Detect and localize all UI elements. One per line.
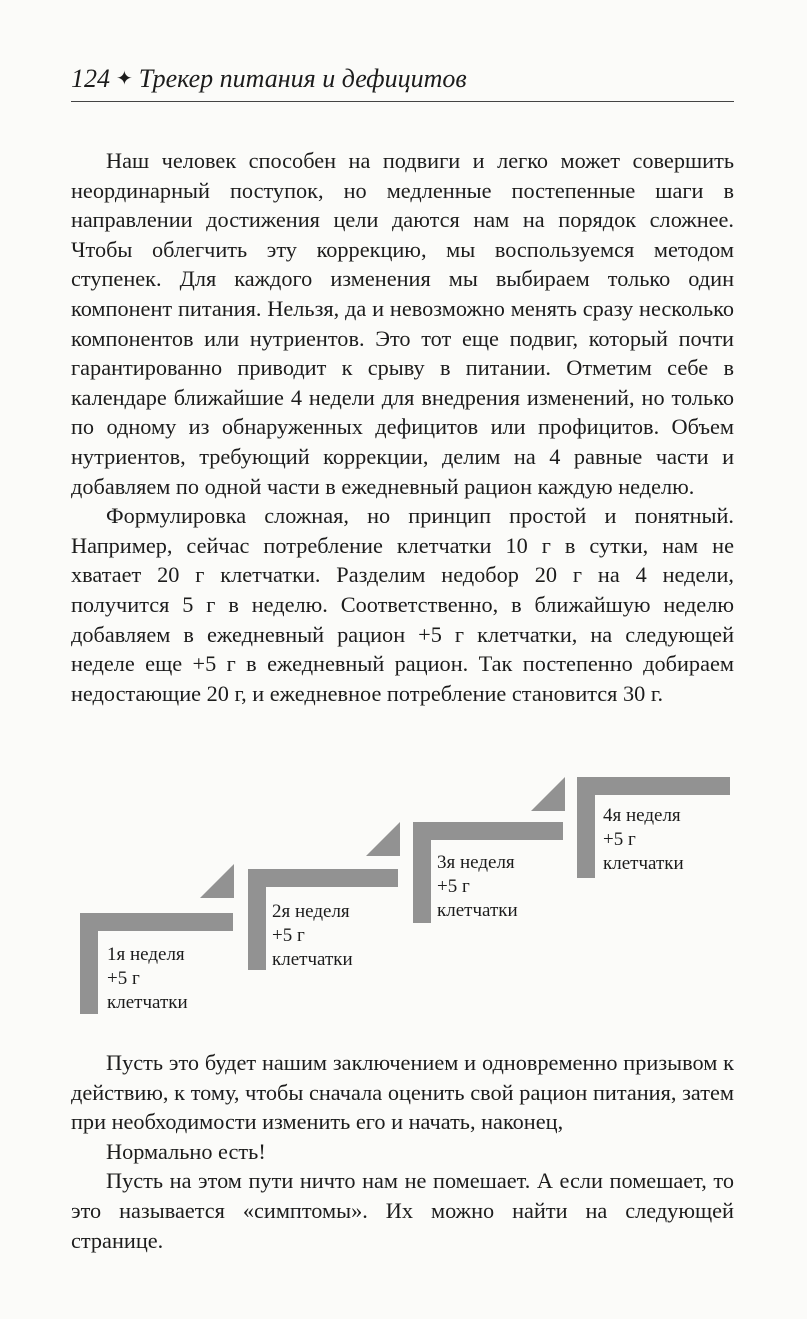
step-1-left-bar — [80, 913, 98, 1014]
step-4-top-bar — [577, 777, 730, 795]
step-3-top-bar — [413, 822, 563, 840]
step-2-corner-triangle — [366, 822, 400, 856]
step-amount: +5 г — [272, 925, 305, 946]
step-item: клетчатки — [603, 853, 684, 874]
step-amount: +5 г — [603, 829, 636, 850]
step-week: 3я неделя — [437, 852, 515, 873]
page-number: 124 — [71, 64, 110, 93]
step-2-top-bar — [248, 869, 398, 887]
paragraph: Пусть это будет нашим заключением и одновременно призывом к действию, к тому, чтобы сначала оценить свой рацион питания, затем при необходимости изменить его и начать, наконец, — [71, 1050, 734, 1135]
step-4-left-bar — [577, 777, 595, 878]
step-week: 1я неделя — [107, 944, 185, 965]
paragraph-emphasis: Нормально есть! — [106, 1138, 266, 1164]
paragraph: Наш человек способен на подвиги и легко может совершить неординарный поступок, но медленные постепенные шаги в направлении достижения цели даются нам на порядок сложнее. Чтобы облегчить эту коррекцию, мы воспользуемся методом ступенек. Для каждого изменения мы выбираем только один компонент питания. Нельзя, да и невозможно менять сразу несколько компонентов или нутриентов. Это тот еще подвиг, который почти гарантированно приводит к срыву в питании. Отметим себе в календаре ближайшие 4 недели для внедрения изменений, но только по одному из обнаруженных дефицитов или профицитов. Объем нутриентов, требующий коррекции, делим на 4 равные части и добавляем по одной части в ежедневный рацион каждую неделю. — [71, 148, 734, 499]
step-2-label — [272, 900, 353, 972]
step-week: 4я неделя — [603, 805, 681, 826]
step-1-top-bar — [80, 913, 233, 931]
step-week: 2я неделя — [272, 901, 350, 922]
step-amount: +5 г — [437, 876, 470, 897]
header-divider — [71, 101, 734, 102]
body-text-bottom — [71, 1048, 734, 1255]
step-item: клетчатки — [437, 900, 518, 921]
body-text-top — [71, 146, 734, 708]
running-header — [71, 62, 734, 98]
step-2-left-bar — [248, 869, 266, 970]
step-3-corner-triangle — [531, 777, 565, 811]
step-item: клетчатки — [272, 949, 353, 970]
paragraph: Пусть на этом пути ничто нам не помешает. А если помешает, то это называется «симптомы». Их можно найти на следующей странице. — [71, 1168, 734, 1253]
chapter-title: Трекер питания и дефицитов — [138, 64, 467, 93]
paragraph: Формулировка сложная, но принцип простой и понятный. Например, сейчас потребление клетчатки 10 г в сутки, нам не хватает 20 г клетчатки. Разделим недобор 20 г на 4 недели, получится 5 г в неделю. Соответственно, в ближайшую неделю добавляем в ежедневный рацион +5 г клетчатки, на следующей неделе еще +5 г в ежедневный рацион. Так постепенно добираем недостающие 20 г, и ежедневное потребление становится 30 г. — [71, 503, 734, 706]
step-3-label — [437, 851, 518, 923]
step-1-corner-triangle — [200, 864, 234, 898]
step-amount: +5 г — [107, 968, 140, 989]
star-icon: ✦ — [116, 68, 133, 90]
step-item: клетчатки — [107, 992, 188, 1013]
step-1-label — [107, 943, 188, 1015]
step-3-left-bar — [413, 822, 431, 923]
step-4-label — [603, 804, 684, 876]
